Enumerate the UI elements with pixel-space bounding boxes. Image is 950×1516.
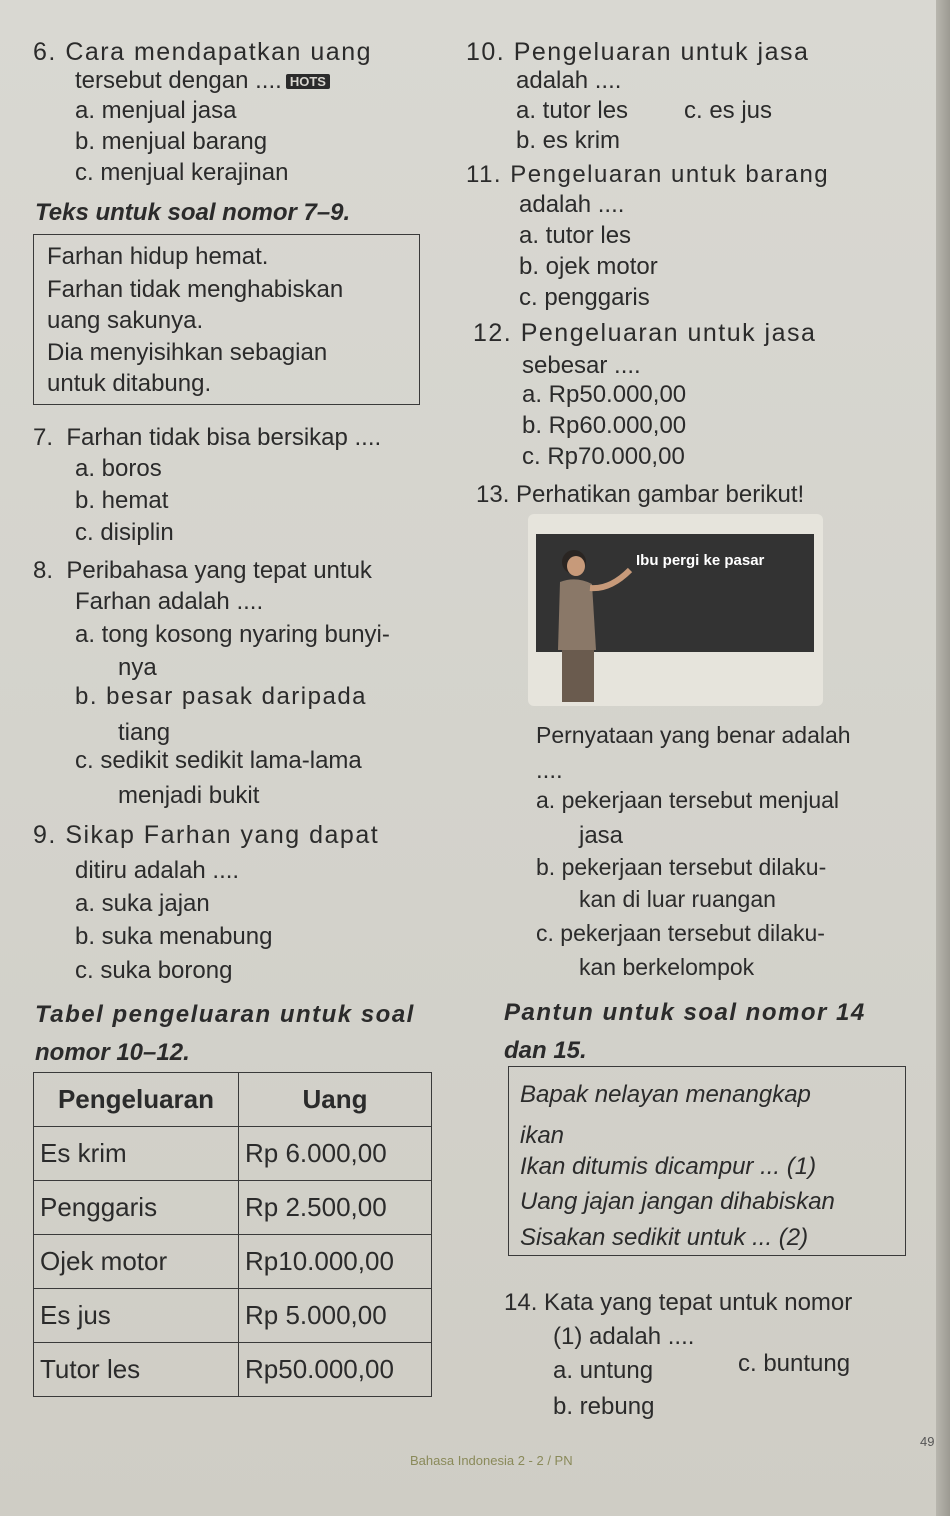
table-header-row <box>34 1073 432 1127</box>
q10-option-b: b. es krim <box>516 127 621 154</box>
q10-line2: adalah .... <box>516 67 622 94</box>
q8-option-c-1: c. sedikit sedikit lama-lama <box>75 747 362 774</box>
table-row <box>34 1235 432 1289</box>
q12-option-a: a. Rp50.000,00 <box>522 381 687 408</box>
cell-amount: Rp 2.500,00 <box>239 1181 432 1235</box>
q8-option-b-2: tiang <box>118 719 171 746</box>
table-row <box>34 1343 432 1397</box>
q8-option-a-1: a. tong kosong nyaring bunyi- <box>75 621 390 648</box>
pantun-line-3: Ikan ditumis dicampur ... (1) <box>520 1153 817 1180</box>
q13-option-c-1: c. pekerjaan tersebut dilaku- <box>536 920 825 946</box>
pantun-line-2: ikan <box>520 1122 565 1149</box>
table-row <box>34 1181 432 1235</box>
q10-line1: 10. Pengeluaran untuk jasa <box>466 38 810 66</box>
pantun-line-5: Sisakan sedikit untuk ... (2) <box>520 1224 809 1251</box>
q11-option-b: b. ojek motor <box>519 253 658 280</box>
q8-line1: 8. Peribahasa yang tepat untuk <box>33 557 372 584</box>
q13-stem-2: .... <box>536 757 563 784</box>
q14-option-a: a. untung <box>553 1357 654 1384</box>
q9-line2: ditiru adalah .... <box>75 857 240 884</box>
q9-option-b: b. suka menabung <box>75 923 273 950</box>
story-line-2: Farhan tidak menghabiskan <box>47 276 344 303</box>
pantun-heading-1: Pantun untuk soal nomor 14 <box>504 999 866 1026</box>
blackboard-text: Ibu pergi ke pasar <box>636 552 765 569</box>
q7-option-c: c. disiplin <box>75 519 174 546</box>
q11-line2: adalah .... <box>519 191 625 218</box>
q14-option-b: b. rebung <box>553 1393 655 1420</box>
q8-line2: Farhan adalah .... <box>75 588 264 615</box>
q14-line1: 14. Kata yang tepat untuk nomor <box>504 1289 853 1316</box>
q7-option-a: a. boros <box>75 455 162 482</box>
pantun-heading-2: dan 15. <box>504 1037 587 1064</box>
cell-item: Ojek motor <box>34 1235 239 1289</box>
cell-item: Es krim <box>34 1127 239 1181</box>
q13-option-a-1: a. pekerjaan tersebut menjual <box>536 787 840 813</box>
q6-line1: 6. Cara mendapatkan uang <box>33 38 373 66</box>
q6-line2: tersebut dengan .... HOTS <box>75 66 330 96</box>
q11-option-a: a. tutor les <box>519 222 632 249</box>
q6-option-a: a. menjual jasa <box>75 97 237 124</box>
cell-amount: Rp 6.000,00 <box>239 1127 432 1181</box>
q12-option-b: b. Rp60.000,00 <box>522 412 687 439</box>
pantun-line-1: Bapak nelayan menangkap <box>520 1081 811 1108</box>
table-row <box>34 1127 432 1181</box>
q12-option-c: c. Rp70.000,00 <box>522 443 685 470</box>
story-line-1: Farhan hidup hemat. <box>47 243 269 270</box>
q9-option-c: c. suka borong <box>75 957 233 984</box>
cell-amount: Rp10.000,00 <box>239 1235 432 1289</box>
hots-badge: HOTS <box>286 74 330 89</box>
story-line-5: untuk ditabung. <box>47 370 212 397</box>
cell-item: Es jus <box>34 1289 239 1343</box>
q9-option-a: a. suka jajan <box>75 890 210 917</box>
q10-option-a: a. tutor les <box>516 97 629 124</box>
cell-amount: Rp50.000,00 <box>239 1343 432 1397</box>
q10-option-c: c. es jus <box>684 97 773 124</box>
page-edge <box>936 0 950 1516</box>
q7-stem: 7. Farhan tidak bisa bersikap .... <box>33 424 382 451</box>
story-line-4: Dia menyisihkan sebagian <box>47 339 328 366</box>
q14-line2: (1) adalah .... <box>553 1323 695 1350</box>
q8-option-a-2: nya <box>118 654 157 681</box>
expense-table <box>33 1072 432 1397</box>
table-row <box>34 1289 432 1343</box>
cell-item: Penggaris <box>34 1181 239 1235</box>
column-header-pengeluaran: Pengeluaran <box>34 1073 239 1127</box>
footer-text: Bahasa Indonesia 2 - 2 / PN <box>410 1453 573 1468</box>
q12-line2: sebesar .... <box>522 352 641 379</box>
q11-line1: 11. Pengeluaran untuk barang <box>466 161 830 188</box>
q12-line1: 12. Pengeluaran untuk jasa <box>473 319 817 347</box>
q13-option-a-2: jasa <box>579 822 624 849</box>
story-line-3: uang sakunya. <box>47 307 204 334</box>
table-heading-2: nomor 10–12. <box>35 1039 190 1066</box>
pantun-line-4: Uang jajan jangan dihabiskan <box>520 1188 835 1215</box>
q13-option-b-1: b. pekerjaan tersebut dilaku- <box>536 854 827 880</box>
cell-amount: Rp 5.000,00 <box>239 1289 432 1343</box>
q8-option-b-1: b. besar pasak daripada <box>75 683 368 710</box>
column-header-uang: Uang <box>239 1073 432 1127</box>
q13-option-c-2: kan berkelompok <box>579 954 755 980</box>
q14-option-c: c. buntung <box>738 1350 851 1377</box>
q8-option-c-2: menjadi bukit <box>118 782 260 809</box>
q13-option-b-2: kan di luar ruangan <box>579 886 776 912</box>
q13-stem-1: Pernyataan yang benar adalah <box>536 722 851 748</box>
q11-option-c: c. penggaris <box>519 284 650 311</box>
q6-option-b: b. menjual barang <box>75 128 268 155</box>
q6-option-c: c. menjual kerajinan <box>75 159 289 186</box>
q13-line1: 13. Perhatikan gambar berikut! <box>476 481 805 508</box>
page-number: 49 <box>920 1434 935 1449</box>
q7-option-b: b. hemat <box>75 487 169 514</box>
table-heading-1: Tabel pengeluaran untuk soal <box>35 1001 415 1028</box>
q9-line1: 9. Sikap Farhan yang dapat <box>33 821 380 849</box>
text-heading: Teks untuk soal nomor 7–9. <box>35 199 351 226</box>
cell-item: Tutor les <box>34 1343 239 1397</box>
teacher-figure-icon <box>540 540 640 708</box>
